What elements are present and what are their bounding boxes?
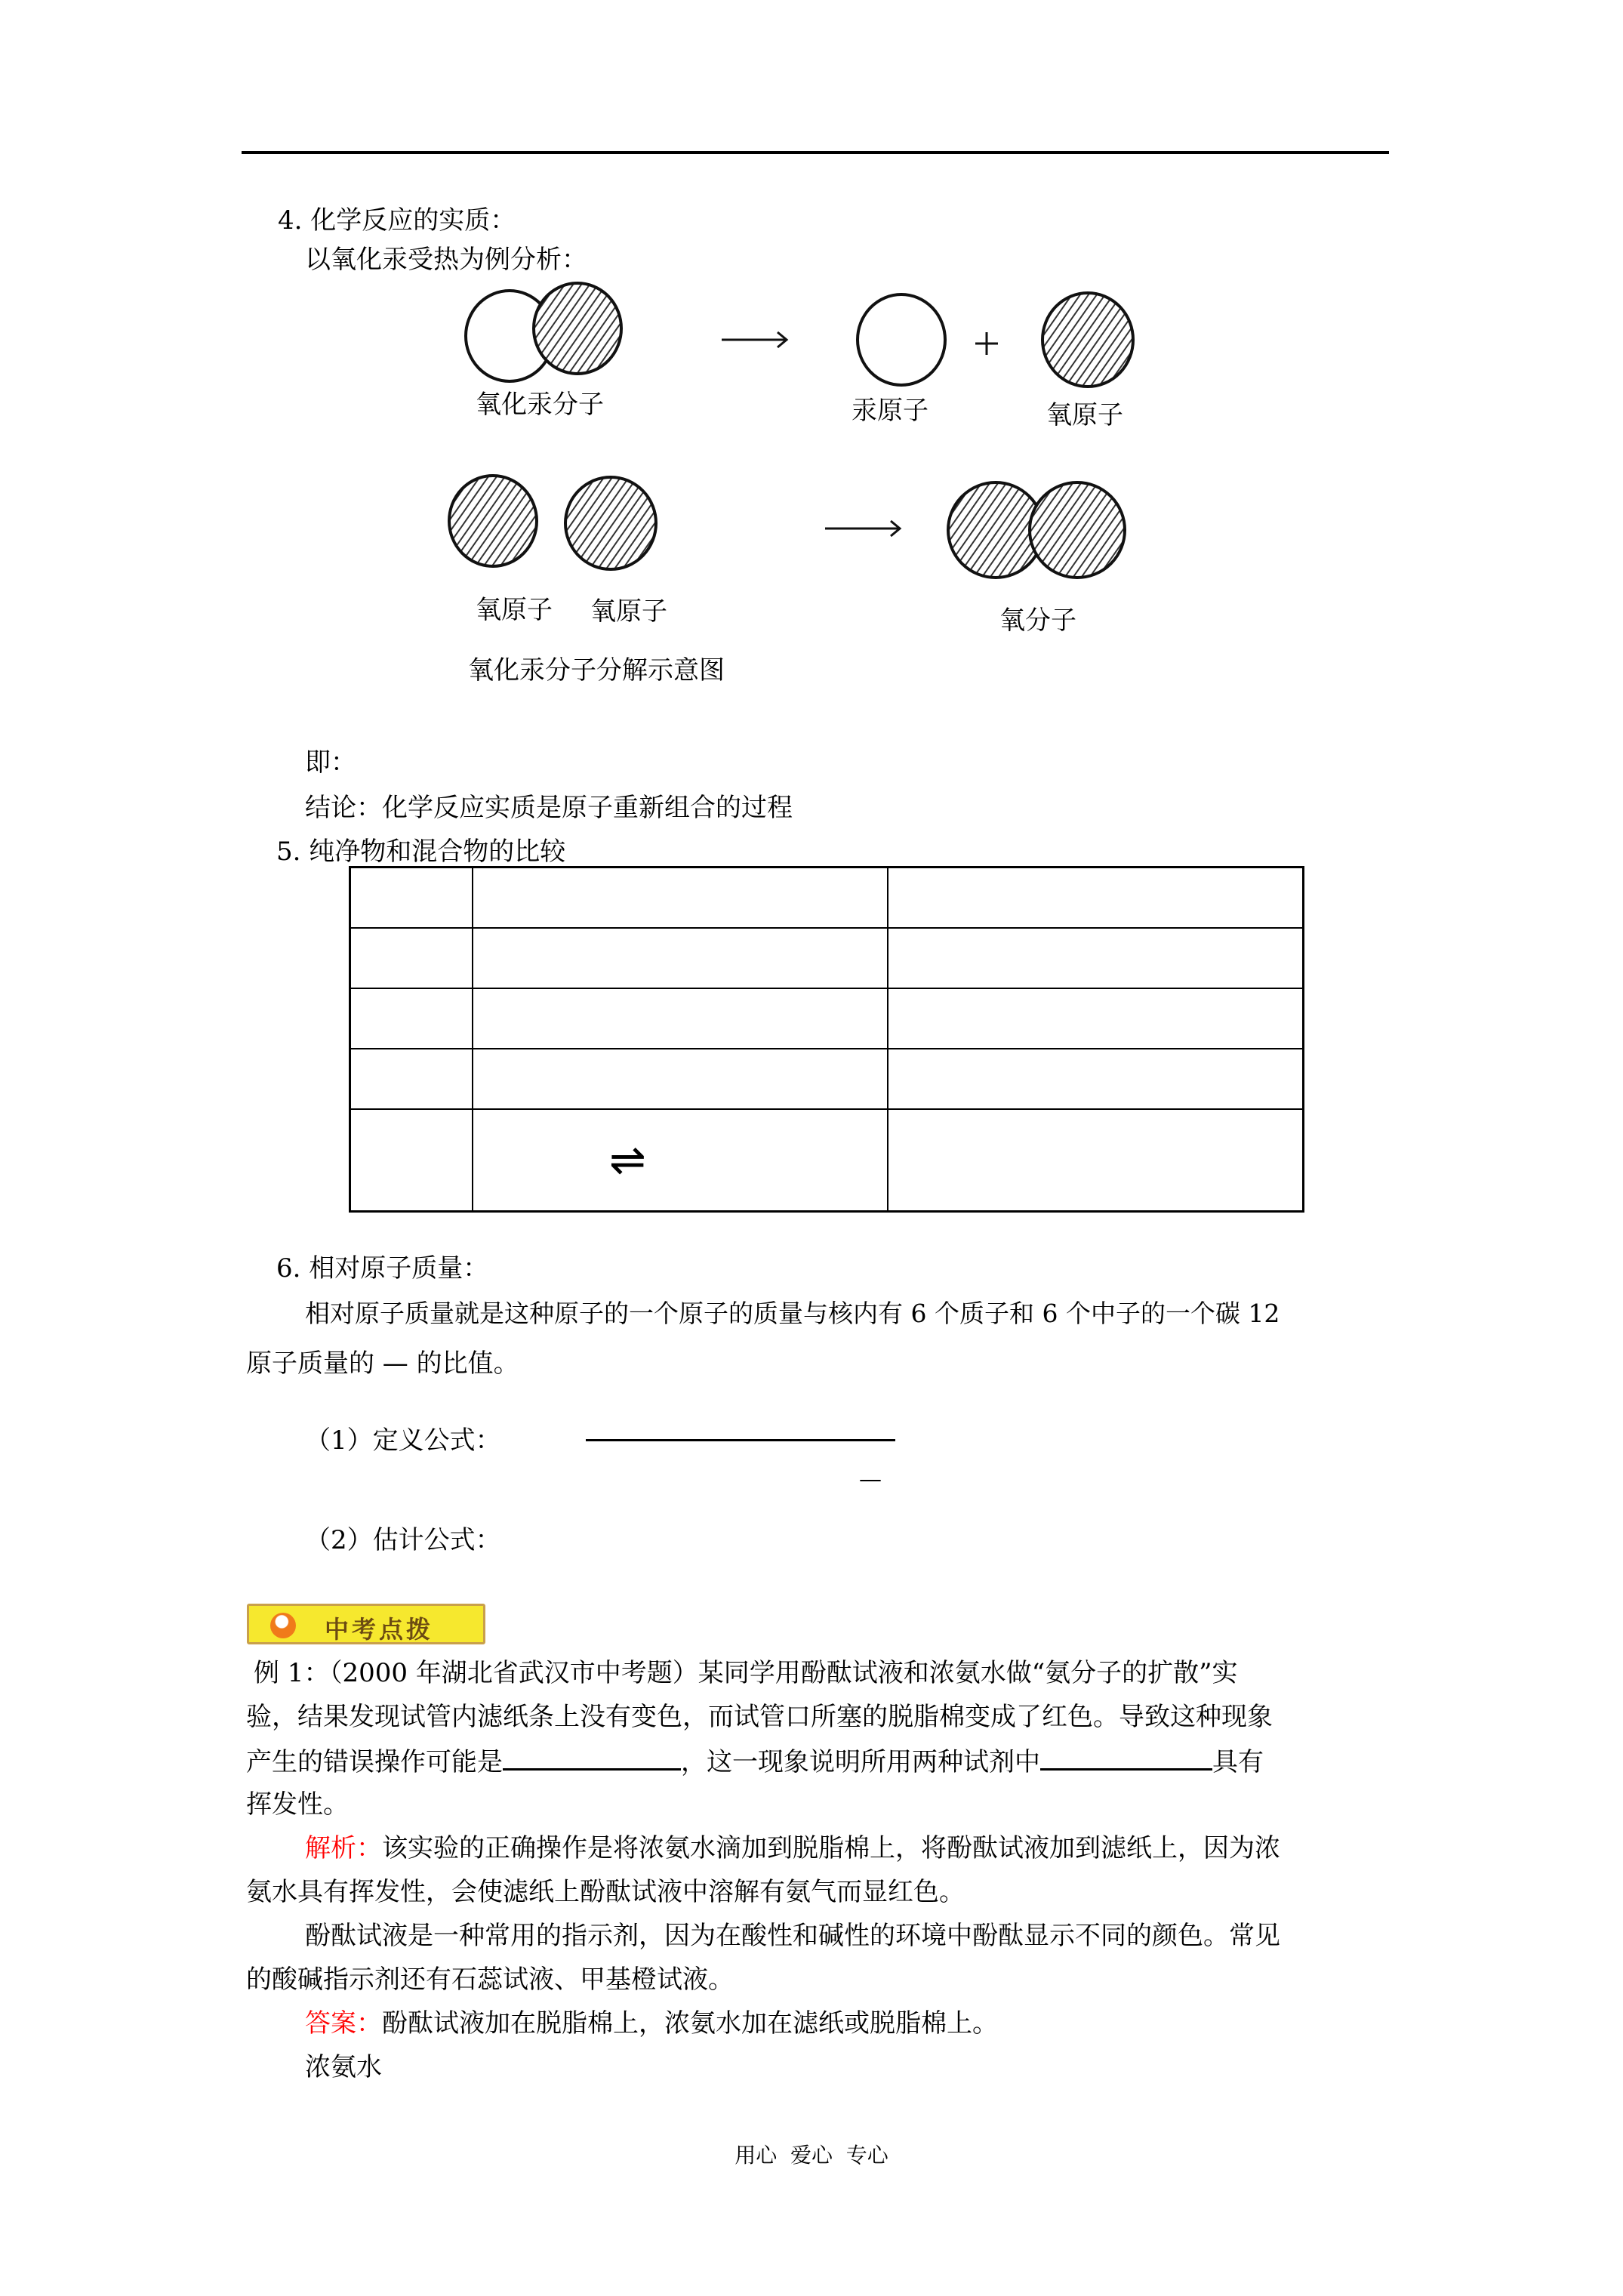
plus-sign-1 [975,332,998,355]
table-cell [473,1049,888,1109]
bullet-circle-icon [270,1613,296,1638]
oxygen-atom-b [565,477,656,569]
analysis-label: 解析： [305,1833,382,1863]
pure-vs-mixture-table [349,866,1304,1213]
answer-line2: 浓氨水 [305,2052,382,2082]
analysis-text-1: 该实验的正确操作是将浓氨水滴加到脱脂棉上，将酚酞试液加到滤纸上，因为浓 [382,1833,1280,1863]
section4-heading: 4. 化学反应的实质： [278,205,516,236]
table-cell [888,1049,1304,1109]
mercury-atom [858,294,945,385]
label-oxygen-atom-a: 氧原子 [476,595,553,625]
answer-text-1: 酚酞试液加在脱脂棉上，浓氨水加在滤纸或脱脂棉上。 [382,2008,998,2039]
page-footer: 用心 爱心 专心 [735,2143,888,2168]
label-mercury-atom: 汞原子 [852,396,929,426]
oxygen-atom-a [449,476,537,566]
table-cell [888,988,1304,1049]
table-cell [350,1049,473,1109]
example1-line2: 验，结果发现试管内滤纸条上没有变色，而试管口所塞的脱脂棉变成了红色。导致这种现象 [246,1702,1273,1732]
example1-line3-part-c: 具有 [1212,1747,1264,1777]
answer-blank-2[interactable] [1040,1746,1212,1771]
equilibrium-arrow-icon: ⇌ [609,1134,646,1186]
example1-line3 [246,1746,1264,1777]
reaction-arrow-1 [722,332,787,347]
table-cell [473,988,888,1049]
formula2-label: （2）估计公式： [305,1525,501,1555]
answer-label: 答案： [305,2008,382,2039]
formula1-small-dash: — [859,1466,882,1493]
answer-blank-1[interactable] [503,1746,681,1771]
oxygen-atom [1042,293,1133,387]
table-cell [350,988,473,1049]
diagram-caption: 氧化汞分子分解示意图 [468,655,725,686]
table-row [350,928,1304,988]
table-cell [473,928,888,988]
example1-line1: 例 1：（2000 年湖北省武汉市中考题）某同学用酚酞试液和浓氨水做“氨分子的扩散”实 [254,1658,1238,1688]
answer-line1 [305,2008,998,2039]
table-cell [473,1109,888,1212]
section6-para-line2: 原子质量的 — 的比值。 [246,1348,519,1379]
exam-tips-badge [247,1604,485,1644]
table-cell [888,1109,1304,1212]
label-oxygen-molecule: 氧分子 [999,606,1076,636]
label-mercury-oxide-molecule: 氧化汞分子 [476,390,604,420]
analysis-line4: 的酸碱指示剂还有石蕊试液、甲基橙试液。 [246,1965,734,1995]
formula1-label: （1）定义公式： [305,1425,501,1456]
oxygen-molecule-atom-b [1030,482,1125,578]
table-cell [888,868,1304,928]
mercury-oxide-decomposition-diagram [0,0,1623,680]
diagram-svg [0,0,1623,680]
oxygen-atom-in-molecule [534,283,621,374]
table-row [350,988,1304,1049]
table-cell [350,1109,473,1212]
table-row [350,1049,1304,1109]
label-oxygen-atom-b: 氧原子 [590,596,667,627]
label-oxygen-atom: 氧原子 [1046,400,1123,430]
table-row [350,868,1304,928]
section6-para-line1: 相对原子质量就是这种原子的一个原子的质量与核内有 6 个质子和 6 个中子的一个碳 12 [305,1299,1280,1328]
section4-intro: 以氧化汞受热为例分析： [305,245,587,275]
exam-tips-badge-label: 中考点拨 [325,1615,434,1644]
example1-line4: 挥发性。 [246,1789,349,1820]
analysis-line1 [305,1833,1280,1863]
table-cell [473,868,888,928]
table-cell [350,928,473,988]
section5-heading: 5. 纯净物和混合物的比较 [276,837,566,867]
table-cell [350,868,473,928]
analysis-line3: 酚酞试液是一种常用的指示剂，因为在酸性和碱性的环境中酚酞显示不同的颜色。常见 [305,1921,1280,1951]
conclusion: 结论：化学反应实质是原子重新组合的过程 [305,793,793,823]
table-cell [888,928,1304,988]
example1-line3-part-b: ，这一现象说明所用两种试剂中 [681,1747,1040,1777]
analysis-line2: 氨水具有挥发性，会使滤纸上酚酞试液中溶解有氨气而显红色。 [246,1877,965,1907]
formula-fraction-bar [586,1439,895,1441]
reaction-arrow-2 [825,521,900,536]
ji-label: 即： [305,747,356,778]
table-row [350,1109,1304,1212]
example1-line3-part-a: 产生的错误操作可能是 [246,1747,503,1777]
section6-heading: 6. 相对原子质量： [276,1253,489,1284]
